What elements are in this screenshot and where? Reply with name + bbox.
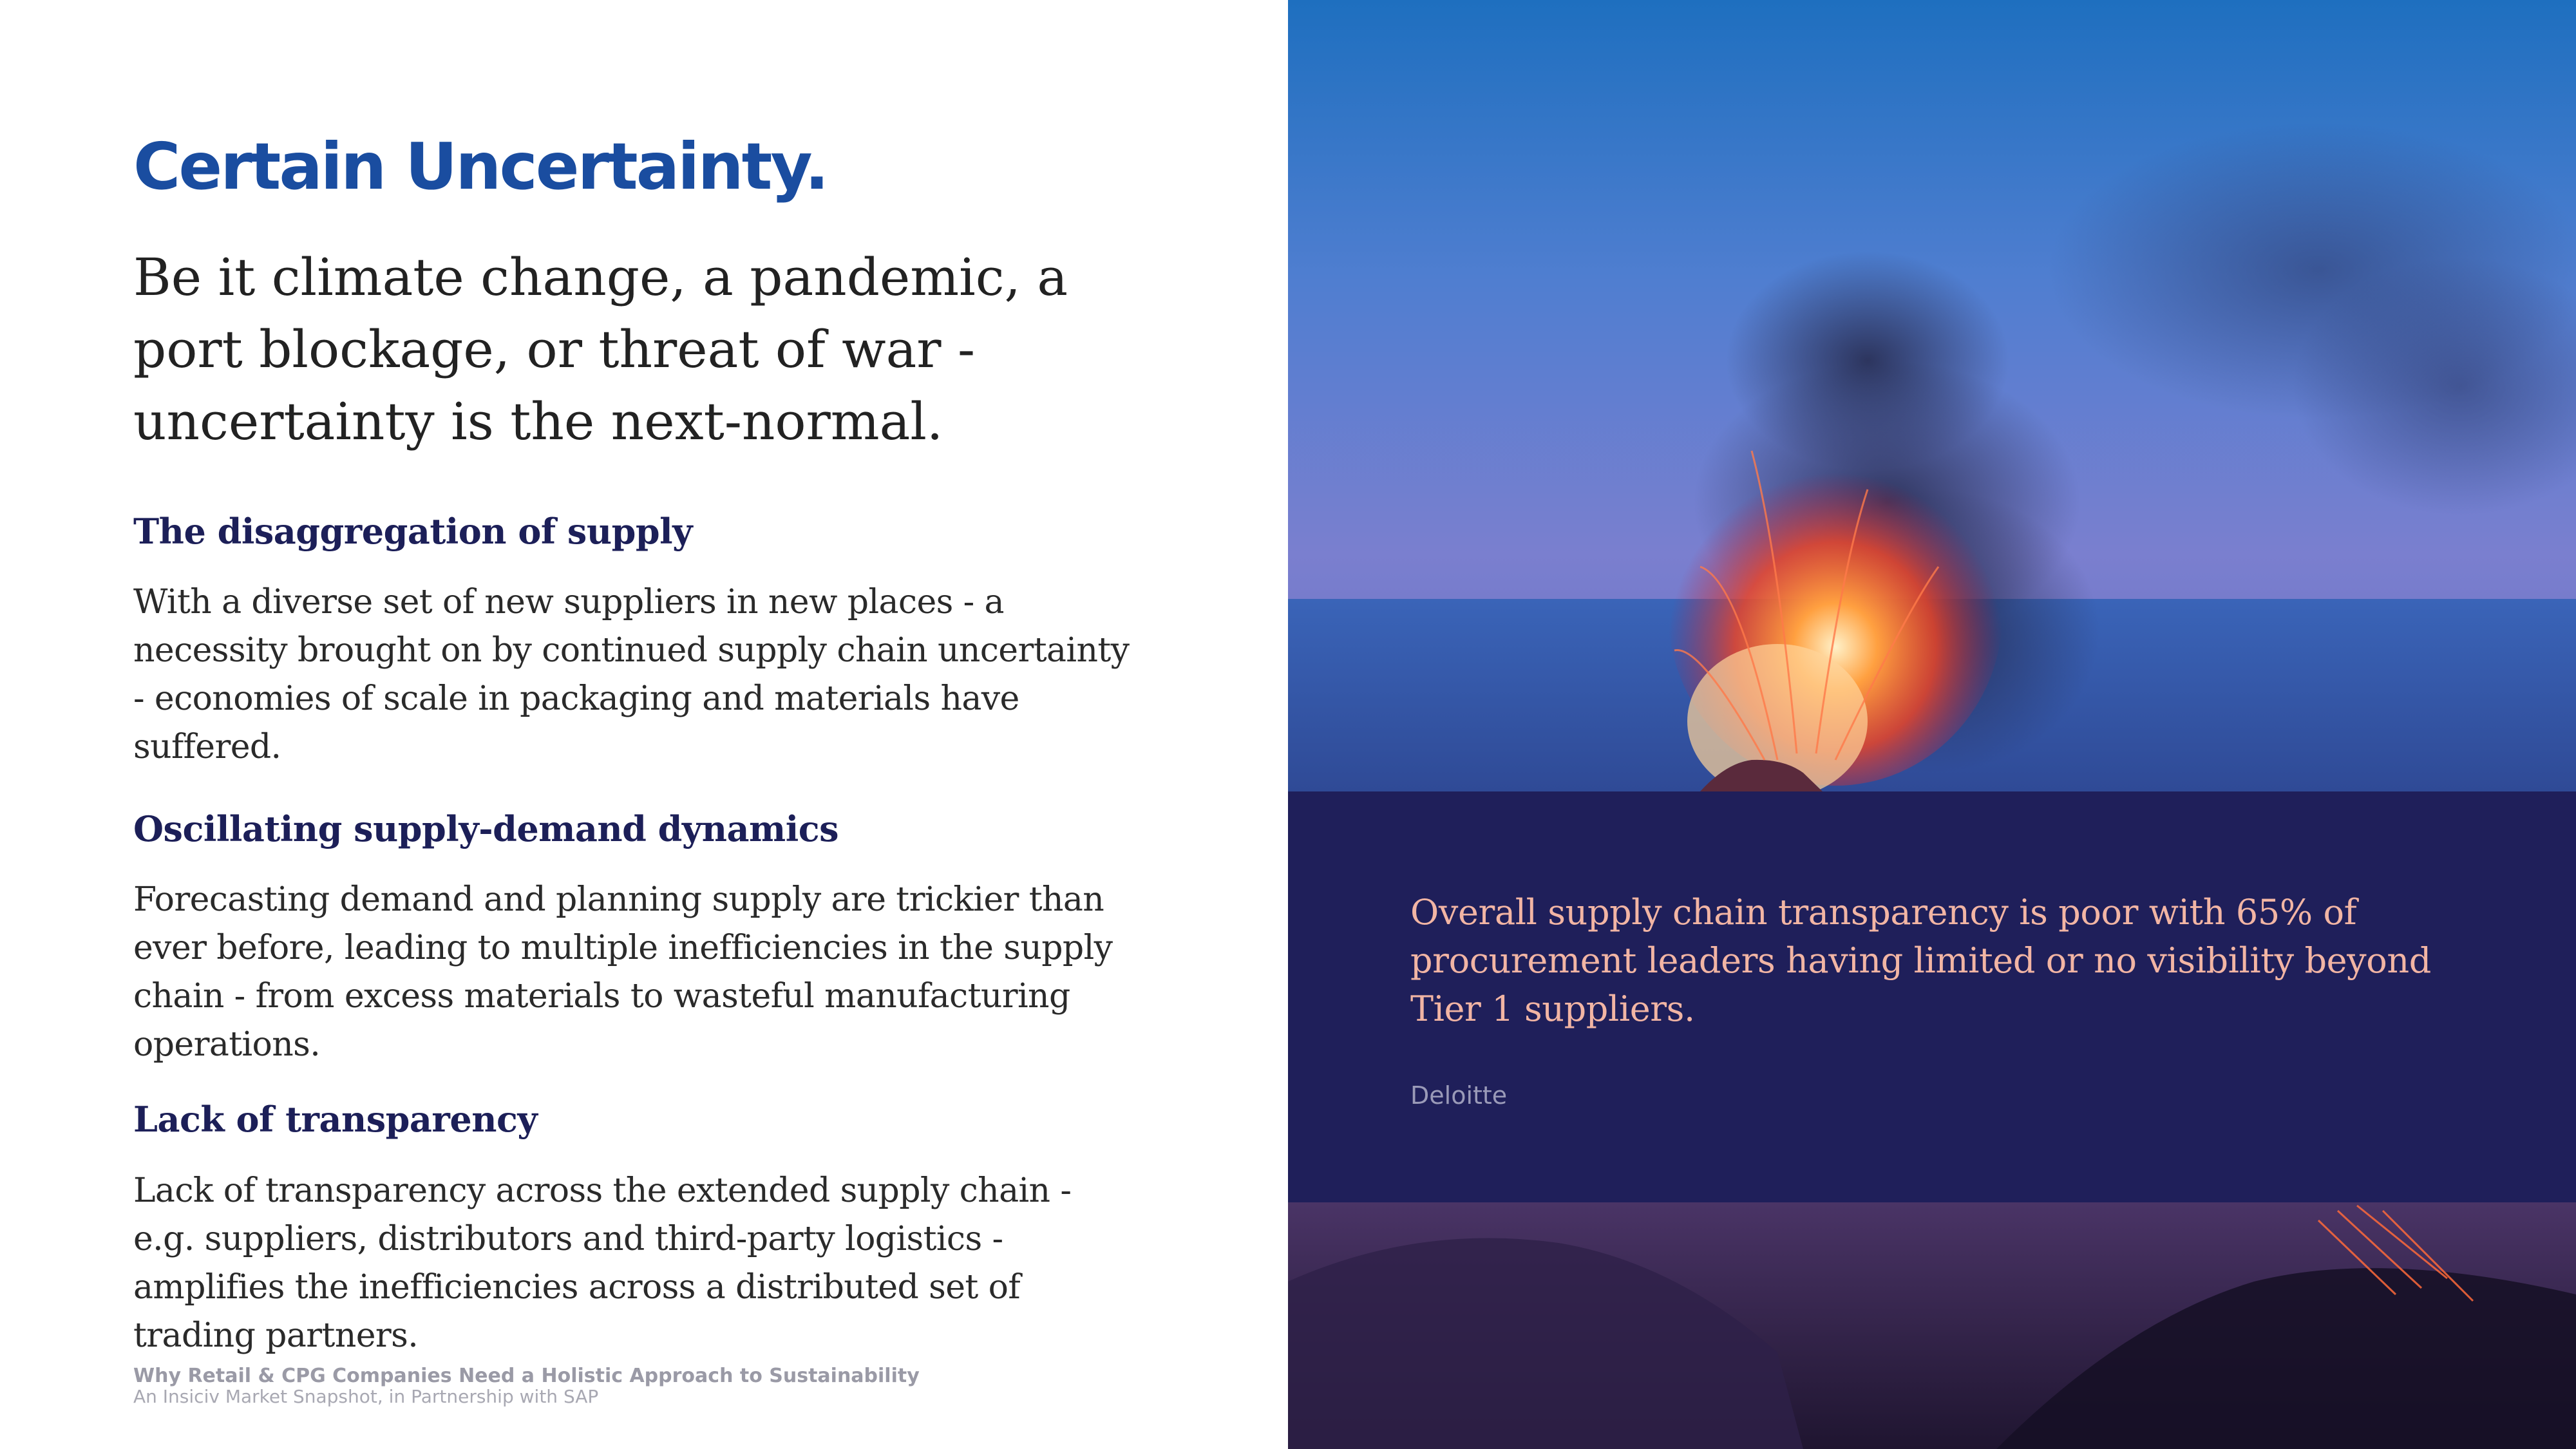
quote-callout xyxy=(1288,791,2576,1202)
section-body-disaggregation: With a diverse set of new suppliers in new places - a necessity brought on by continued supply chain uncertainty - economies of scale in packaging and materials have suffered. xyxy=(133,583,1130,766)
section-body-supply-demand: Forecasting demand and planning supply are trickier than ever before, leading to multiple inefficiencies in the supply chain - from excess materials to wasteful manufacturing operations. xyxy=(133,880,1113,1064)
section-heading-supply-demand: Oscillating supply-demand dynamics xyxy=(133,808,838,849)
footer-title: Why Retail & CPG Companies Need a Holistic Approach to Sustainability xyxy=(133,1365,920,1387)
section-heading-transparency: Lack of transparency xyxy=(133,1099,538,1140)
footer-subtitle: An Insiciv Market Snapshot, in Partnership with SAP xyxy=(133,1386,599,1407)
quote-text: Overall supply chain transparency is poor with 65% of procurement leaders having limited or no visibility beyond Tier 1 suppliers. xyxy=(1410,892,2431,1029)
volcano-eruption-photo xyxy=(1288,0,2576,1449)
page-title: Certain Uncertainty. xyxy=(133,129,828,204)
lead-statement: Be it climate change, a pandemic, a port blockage, or threat of war - uncertainty is the next-normal. xyxy=(133,247,1068,451)
image-panel xyxy=(1288,0,2576,1449)
section-heading-disaggregation: The disaggregation of supply xyxy=(133,511,692,552)
section-body-transparency: Lack of transparency across the extended supply chain - e.g. suppliers, distributors and third-party logistics - amplifies the inefficiencies across a distributed set of trading partners. xyxy=(133,1171,1072,1355)
quote-source: Deloitte xyxy=(1410,1081,1508,1110)
